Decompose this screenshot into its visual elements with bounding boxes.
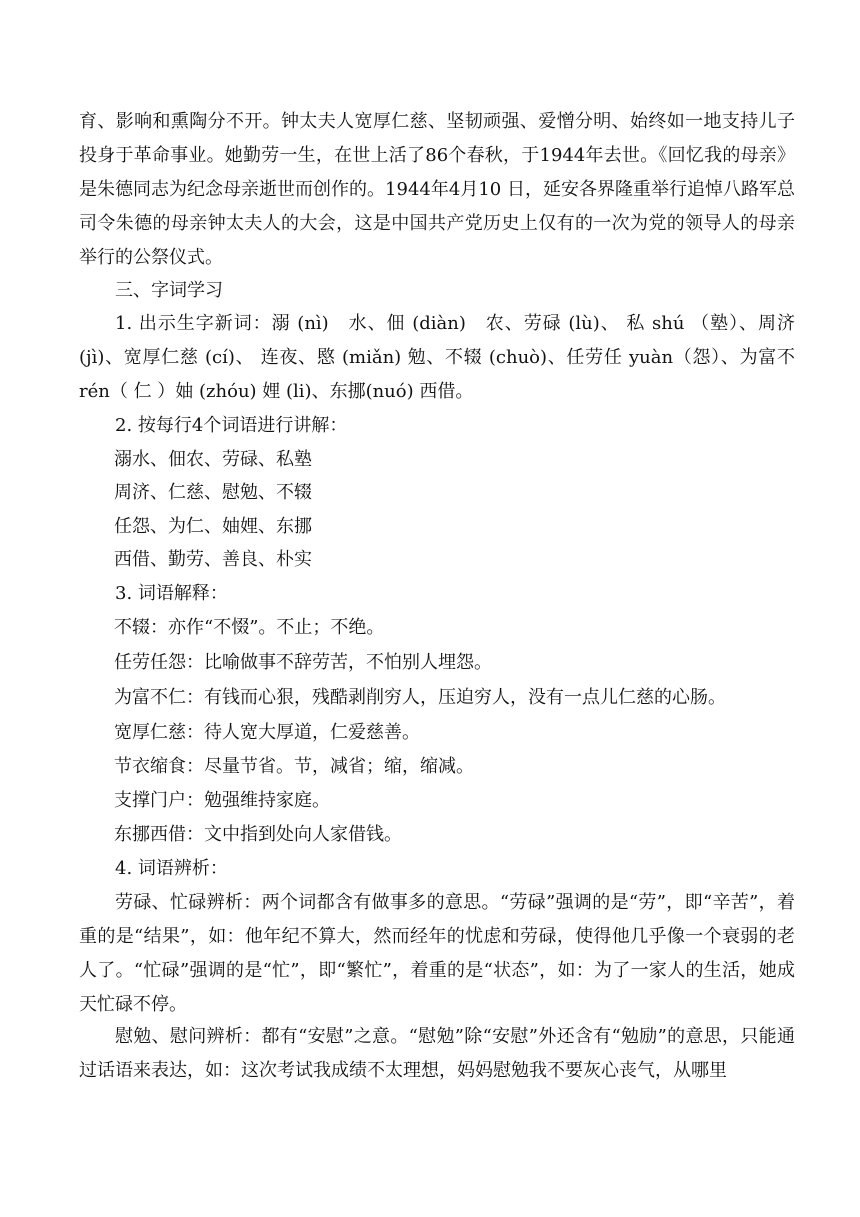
- word-row: 周济、仁慈、慰勉、不辍: [114, 482, 312, 503]
- definition-item: 支撑门户：勉强维持家庭。: [114, 790, 330, 811]
- definition-heading: 3. 词语解释：: [115, 583, 228, 604]
- definition-item: 任劳任怨：比喻做事不辞劳苦，不怕别人埋怨。: [114, 652, 492, 673]
- word-row: 西借、勤劳、善良、朴实: [114, 549, 312, 570]
- word-row: 溺水、佃农、劳碌、私塾: [114, 449, 312, 470]
- definition-item: 为富不仁：有钱而心狠，残酷剥削穷人，压迫穷人，没有一点儿仁慈的心肠。: [114, 687, 726, 708]
- word-row: 任怨、为仁、妯娌、东挪: [114, 516, 312, 537]
- intro-paragraph: 育、影响和熏陶分不开。钟太夫人宽厚仁慈、坚韧顽强、爱憎分明、始终如一地支持儿子投身于革命事业。她勤劳一生，在世上活了86个春秋，于1944年去世。《回忆我的母亲》是朱德同志为纪念母亲逝世而创作的。1944年4月10 日，延安各界隆重举行追悼八路军总司令朱德的母亲钟太夫人的大会，这是中国共产党历史上仅有的一次为党的领导人的母亲举行的公祭仪式。: [79, 111, 795, 268]
- explain-heading: 2. 按每行4个词语进行讲解：: [115, 415, 348, 436]
- new-words-paragraph: 1. 出示生字新词：溺 (nì) 水、佃 (diàn) 农、劳碌 (lù)、 私 shú （塾）、周济 (jì)、宽厚仁慈 (cí)、 连夜、愍 (miǎn) 勉、不辍 (chuò)、任劳任 yuàn（怨）、为富不 rén（ 仁 ）妯 (zhóu) 娌 (li)、东挪(nuó) 西借。: [79, 313, 795, 402]
- analysis-paragraph-laolu: 劳碌、忙碌辨析：两个词都含有做事多的意思。“劳碌”强调的是“劳”，即“辛苦”，着重的是“结果”，如：他年纪不算大，然而经年的忧虑和劳碌，使得他几乎像一个衰弱的老人了。“忙碌”强调的是“忙”，即“繁忙”，着重的是“状态”，如：为了一家人的生活，她成天忙碌不停。: [79, 892, 795, 1015]
- definition-item: 不辍：亦作“不惙”。不止；不绝。: [114, 617, 385, 638]
- definition-item: 宽厚仁慈：待人宽大厚道，仁爱慈善。: [114, 722, 420, 743]
- analysis-heading: 4. 词语辨析：: [115, 858, 228, 879]
- definition-item: 东挪西借：文中指到处向人家借钱。: [114, 824, 402, 845]
- section-heading: 三、字词学习: [115, 280, 223, 301]
- analysis-paragraph-weimian: 慰勉、慰问辨析：都有“安慰”之意。“慰勉”除“安慰”外还含有“勉励”的意思，只能通过话语来表达，如：这次考试我成绩不太理想，妈妈慰勉我不要灰心丧气，从哪里: [79, 1026, 795, 1081]
- definition-item: 节衣缩食：尽量节省。节，减省；缩，缩减。: [114, 756, 474, 777]
